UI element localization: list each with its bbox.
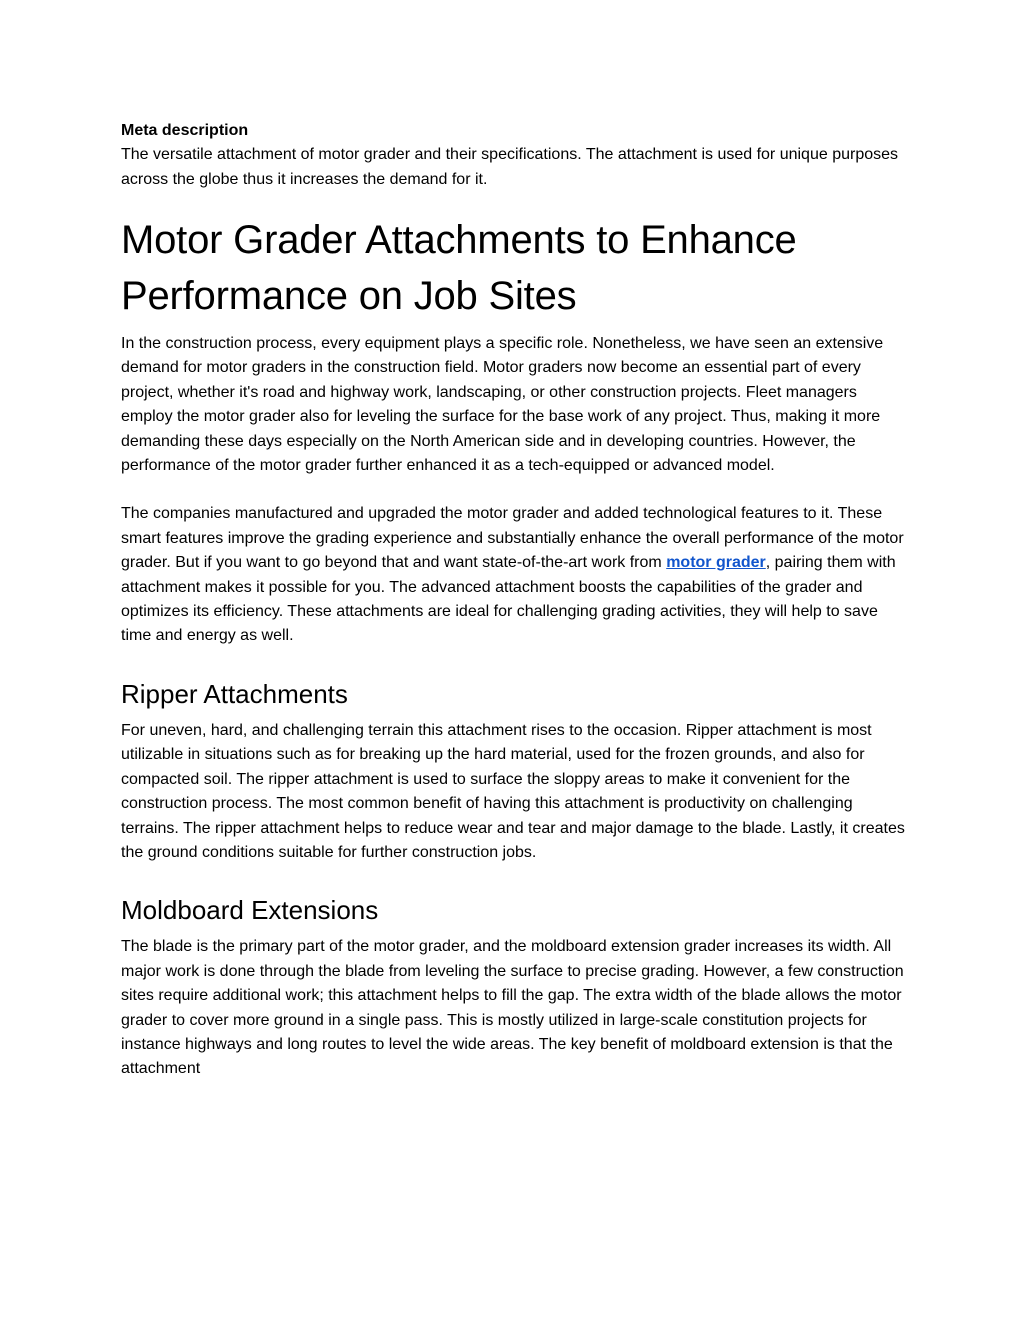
motor-grader-link[interactable]: motor grader [666, 554, 766, 572]
meta-description-label: Meta description [121, 122, 249, 139]
intro-paragraph-1: In the construction process, every equipment plays a specific role. Nonetheless, we have seen an extensive demand for motor graders in the construction field. Motor graders now become an essential part of every project, whether it's road and highway work, landscaping, or other construction projects. Fleet managers employ the motor grader also for leveling the surface for the base work of any project. Thus, making it more demanding these days especially on the North American side and in developing countries. However, the performance of the motor grader further enhanced it as a tech-equipped or advanced model. [121, 335, 884, 475]
document-page [121, 119, 911, 1082]
intro-paragraph-2-start: The companies manufactured and upgraded the motor grader and added technological features to it. These smart features improve the grading experience and substantially enhance the overall performance of the motor grader. But if you want to go beyond that and want state-of-the-art work from [121, 505, 904, 572]
meta-description-text: The versatile attachment of motor grader and their specifications. The attachment is used for unique purposes across the globe thus it increases the demand for it. [121, 146, 899, 188]
section-text-moldboard: The blade is the primary part of the motor grader, and the moldboard extension grader increases its width. All major work is done through the blade from leveling the surface to precise grading. However, a few construction sites require additional work; this attachment helps to fill the gap. The extra width of the blade allows the motor grader to cover more ground in a single pass. This is mostly utilized in large-scale constitution projects for instance highways and long routes to level the wide areas. The key benefit of moldboard extension is that the attachment [121, 938, 904, 1078]
section-text-ripper: For uneven, hard, and challenging terrain this attachment rises to the occasion. Ripper attachment is most utilizable in situations such as for breaking up the hard material, used for the frozen grounds, and also for compacted soil. The ripper attachment is used to surface the sloppy areas to make it convenient for the construction process. The most common benefit of having this attachment is productivity on challenging terrains. The ripper attachment helps to reduce wear and tear and major damage to the blade. Lastly, it creates the ground conditions suitable for further construction jobs. [121, 721, 905, 861]
intro-paragraph-2-end: , pairing them with attachment makes it possible for you. The advanced attachment boosts the capabilities of the grader and optimizes its efficiency. These attachments are ideal for challenging grading activities, they will help to save time and energy as well. [121, 554, 896, 645]
section-heading-moldboard: Moldboard Extensions [121, 895, 379, 926]
intro-paragraph-2 [121, 502, 911, 648]
section-heading-ripper: Ripper Attachments [121, 678, 348, 709]
page-title: Motor Grader Attachments to Enhance Performance on Job Sites [121, 218, 797, 318]
